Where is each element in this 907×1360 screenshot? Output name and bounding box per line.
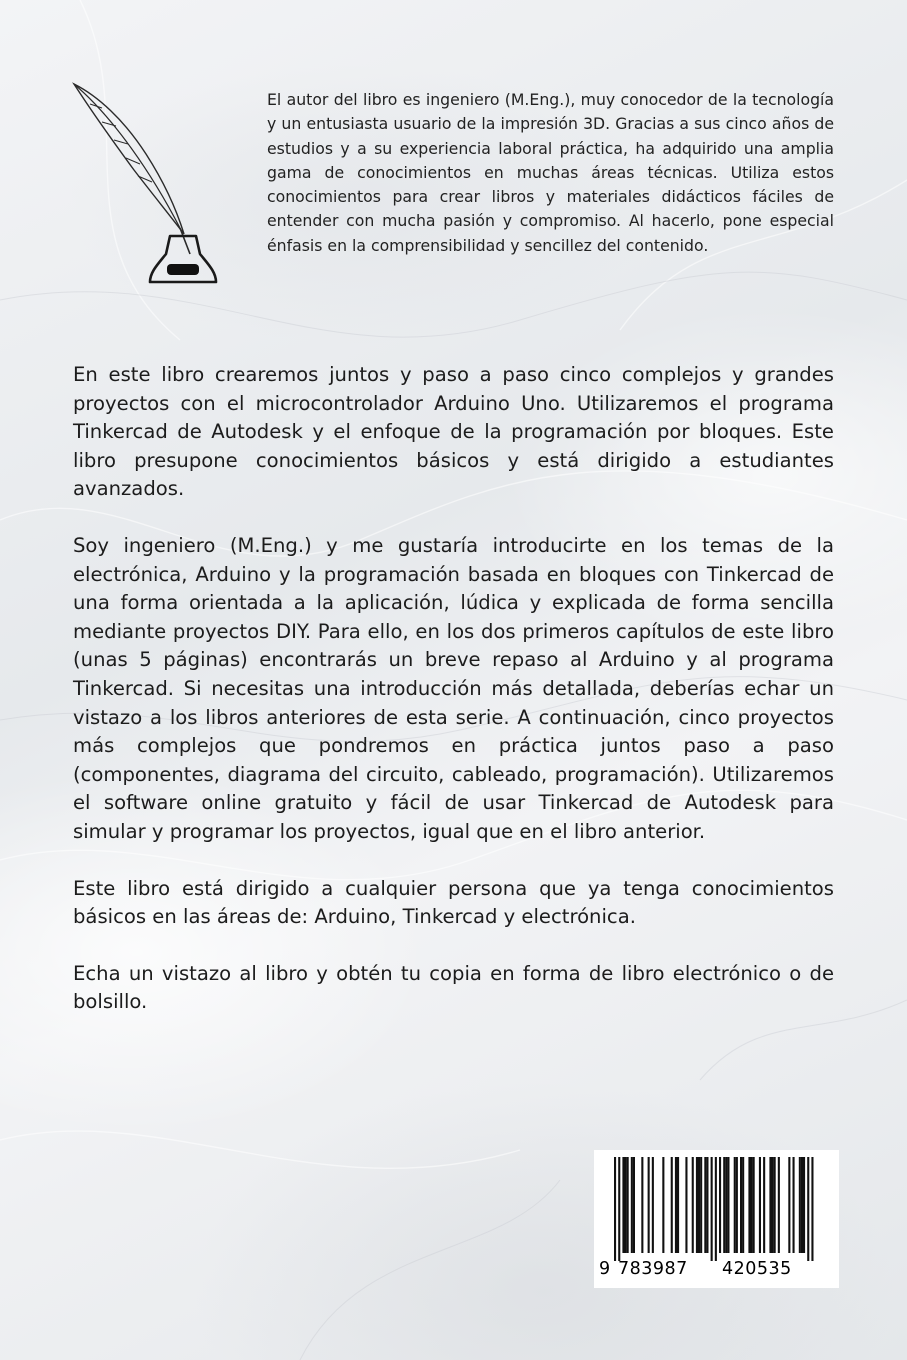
barcode-bar <box>759 1157 761 1253</box>
barcode-bar <box>748 1157 750 1253</box>
barcode-guard-bar <box>807 1157 809 1261</box>
book-description <box>73 361 834 1045</box>
barcode-bar <box>706 1157 708 1253</box>
barcode-bar <box>803 1157 805 1253</box>
barcode-bar <box>753 1157 755 1253</box>
description-paragraph: Este libro está dirigido a cualquier persona que ya tenga conocimientos básicos en las áreas de: Arduino, Tinkercad y electrónica. <box>73 876 834 929</box>
barcode-bar <box>700 1157 702 1253</box>
barcode-guard-bar <box>715 1157 717 1261</box>
barcode-bar <box>769 1157 771 1253</box>
barcode-bar <box>671 1157 673 1253</box>
barcode-first-digit: 9 <box>599 1259 611 1279</box>
barcode-bar <box>631 1157 633 1253</box>
barcode-bar <box>633 1157 635 1253</box>
barcode-bar <box>622 1157 624 1253</box>
barcode-bar <box>625 1157 627 1253</box>
isbn-barcode <box>594 1150 839 1288</box>
barcode-right-digits: 420535 <box>722 1259 792 1279</box>
description-paragraph: Echa un vistazo al libro y obtén tu copia en forma de libro electrónico o de bolsillo. <box>73 961 834 1014</box>
barcode-bar <box>675 1157 677 1253</box>
barcode-bar <box>778 1157 780 1253</box>
description-paragraph: Soy ingeniero (M.Eng.) y me gustaría introducirte en los temas de la electrónica, Arduino y la programación basada en bloques con Tinkercad de una forma orientada a la aplicación, lúdica y explicada de forma sencilla mediante proyectos DIY. Para ello, en los dos primeros capítulos de este libro (unas 5 páginas) encontrarás un breve repaso al Arduino y al programa Tinkercad. Si necesitas una introducción más detallada, deberías echar un vistazo a los libros anteriores de esta serie. A continuación, cinco proyectos más complejos que pondremos en práctica juntos paso a paso (componentes, diagrama del circuito, cableado, programación). Utilizaremos el software online gratuito y fácil de usar Tinkercad de Autodesk para simular y programar los proyectos, igual que en el libro anterior. <box>73 533 834 843</box>
barcode-bar <box>774 1157 776 1253</box>
barcode-guard-bar <box>811 1157 813 1261</box>
barcode-bar <box>704 1157 706 1253</box>
barcode-bar <box>698 1157 700 1253</box>
barcode-bar <box>788 1157 790 1253</box>
barcode-bar <box>734 1157 736 1253</box>
barcode-guard-bar <box>614 1157 616 1261</box>
barcode-left-digits: 783987 <box>618 1259 688 1279</box>
barcode-bar <box>772 1157 774 1253</box>
barcode-bar <box>763 1157 765 1253</box>
barcode-bar <box>727 1157 729 1253</box>
barcode-bar <box>652 1157 654 1253</box>
barcode-bar <box>725 1157 727 1253</box>
barcode-bar <box>793 1157 795 1253</box>
barcode-bar <box>641 1157 643 1253</box>
description-paragraph: En este libro crearemos juntos y paso a paso cinco complejos y grandes proyectos con el microcontrolador Arduino Uno. Utilizaremos el programa Tinkercad de Autodesk y el enfoque de la programación por bloques. Este libro presupone conocimientos básicos y está dirigido a estudiantes avanzados. <box>73 363 834 501</box>
barcode-bar <box>696 1157 698 1253</box>
quill-inkwell-icon <box>68 78 218 288</box>
barcode-bar <box>685 1157 687 1253</box>
author-bio: El autor del libro es ingeniero (M.Eng.), muy conocedor de la tecnología y un entusiasta usuario de la impresión 3D. Gracias a sus cinco años de estudios y a su experiencia laboral práctica, ha adquirido una amplia gama de conocimientos en muchas áreas técnicas. Utiliza estos conocimientos para crear libros y materiales didácticos fáciles de entender con mucha pasión y compromiso. Al hacerlo, pone especial énfasis en la comprensibilidad y sencillez del contenido. <box>267 90 834 255</box>
barcode-bar <box>627 1157 629 1253</box>
barcode-guard-bar <box>618 1157 620 1261</box>
barcode-bar <box>648 1157 650 1253</box>
barcode-guard-bar <box>711 1157 713 1261</box>
barcode-bars <box>614 1157 824 1261</box>
barcode-bar <box>692 1157 694 1253</box>
barcode-bar <box>740 1157 742 1253</box>
barcode-bar <box>723 1157 725 1253</box>
barcode-bar <box>751 1157 753 1253</box>
barcode-bar <box>677 1157 679 1253</box>
barcode-bar <box>801 1157 803 1253</box>
barcode-bar <box>742 1157 744 1253</box>
barcode-bar <box>736 1157 738 1253</box>
barcode-bar <box>719 1157 721 1253</box>
barcode-bar <box>799 1157 801 1253</box>
barcode-bar <box>662 1157 664 1253</box>
